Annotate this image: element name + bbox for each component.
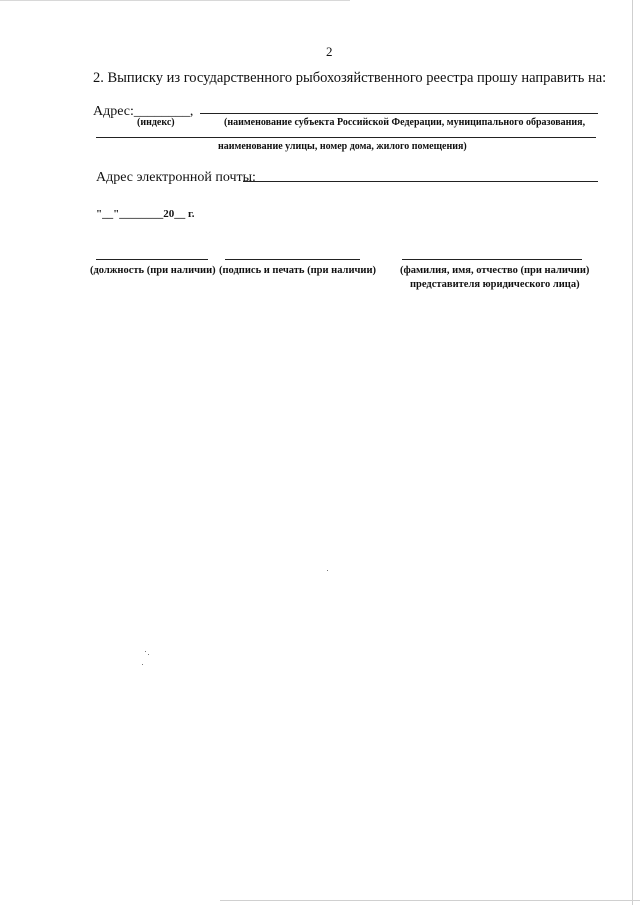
scan-edge-top (0, 0, 350, 1)
scan-speck (148, 654, 149, 655)
scan-edge-bottom (220, 900, 640, 901)
position-line (96, 259, 208, 260)
email-line (243, 181, 598, 182)
scan-speck (145, 651, 146, 652)
scan-edge-right (632, 0, 633, 905)
address-label: Адрес:________, (93, 104, 194, 119)
index-caption: (индекс) (137, 117, 175, 128)
date-field: "__"________20__ г. (96, 208, 195, 220)
subject-caption: (наименование субъекта Российской Федерации, муниципального образования, (224, 117, 586, 128)
signature-caption: (подпись и печать (при наличии) (219, 265, 377, 276)
page-number: 2 (326, 44, 333, 59)
name-caption-line-2: представителя юридического лица) (410, 279, 580, 290)
position-caption: (должность (при наличии) (90, 265, 216, 276)
email-label: Адрес электронной почты: (96, 170, 256, 185)
scan-speck (142, 664, 143, 665)
address-line (200, 113, 598, 114)
name-caption-line-1: (фамилия, имя, отчество (при наличии) (400, 265, 590, 276)
section-heading: 2. Выписку из государственного рыбохозяйственного реестра прошу направить на: (93, 70, 607, 86)
name-line (402, 259, 582, 260)
scan-speck (327, 570, 328, 571)
signature-line (225, 259, 360, 260)
street-caption: наименование улицы, номер дома, жилого помещения) (218, 141, 467, 152)
address-second-line (96, 137, 596, 138)
